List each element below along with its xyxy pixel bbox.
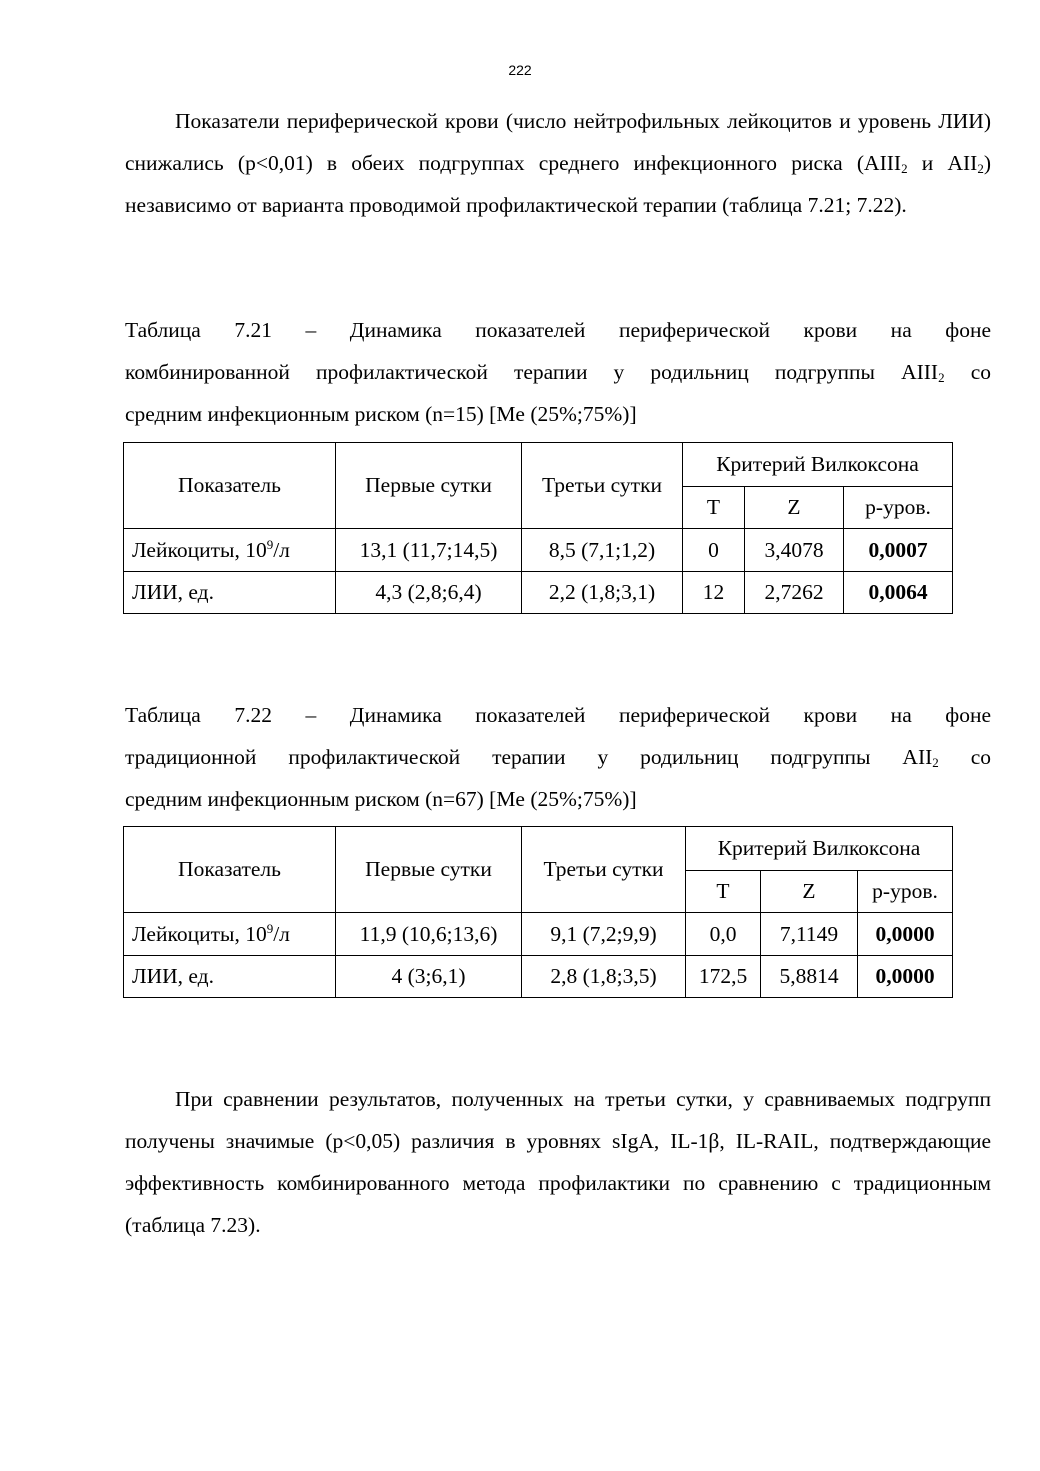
cell-z: 3,4078 bbox=[745, 529, 844, 572]
cell-day3: 8,5 (7,1;1,2) bbox=[522, 529, 683, 572]
cell-p: 0,0064 bbox=[844, 572, 953, 614]
table1-header-day1: Первые сутки bbox=[336, 443, 522, 529]
row-label-unit: /л bbox=[273, 921, 290, 946]
table1 bbox=[123, 442, 953, 614]
table2-caption-line2-end: со bbox=[938, 745, 991, 769]
intro-text-1: Показатели периферической крови (число нейтрофильных лейкоцитов и уровень ЛИИ) снижались (p<0,01) в обеих подгруппах среднего инфекционного риска (АIII bbox=[125, 109, 991, 175]
row-label: ЛИИ, ед. bbox=[124, 956, 336, 998]
table1-header-p: р-уров. bbox=[844, 487, 953, 529]
table-row bbox=[124, 529, 953, 572]
cell-day1: 4 (3;6,1) bbox=[336, 956, 522, 998]
table2-header-day1: Первые сутки bbox=[336, 827, 522, 913]
row-label: ЛИИ, ед. bbox=[124, 572, 336, 614]
cell-t: 172,5 bbox=[686, 956, 761, 998]
table1-header-wilcoxon: Критерий Вилкоксона bbox=[683, 443, 953, 487]
row-label-text: Лейкоциты, 10 bbox=[132, 921, 267, 946]
cell-day1: 4,3 (2,8;6,4) bbox=[336, 572, 522, 614]
table2-caption-subscript: 2 bbox=[932, 755, 939, 770]
table1-caption-subscript: 2 bbox=[938, 370, 945, 385]
table1-header-z: Z bbox=[745, 487, 844, 529]
table-row bbox=[124, 956, 953, 998]
cell-z: 2,7262 bbox=[745, 572, 844, 614]
cell-day1: 13,1 (11,7;14,5) bbox=[336, 529, 522, 572]
row-label-sup: 9 bbox=[266, 920, 274, 936]
table1-caption-line3: средним инфекционным риском (n=15) [Me (25%;75%)] bbox=[125, 402, 637, 426]
table-row bbox=[124, 572, 953, 614]
cell-t: 0 bbox=[683, 529, 745, 572]
intro-text-3: ) независимо от варианта проводимой профилактической терапии (таблица 7.21; 7.22). bbox=[125, 151, 991, 217]
table2-header-z: Z bbox=[761, 871, 858, 913]
intro-subscript-1: 2 bbox=[901, 161, 908, 176]
table1-header-indicator: Показатель bbox=[124, 443, 336, 529]
cell-z: 5,8814 bbox=[761, 956, 858, 998]
table2-caption-line3: средним инфекционным риском (n=67) [Me (25%;75%)] bbox=[125, 787, 637, 811]
table2-caption-line1: Таблица 7.22 – Динамика показателей периферической крови на фоне bbox=[125, 703, 991, 727]
row-label-unit: /л bbox=[273, 537, 290, 562]
table2-header-indicator: Показатель bbox=[124, 827, 336, 913]
table-row bbox=[124, 913, 953, 956]
intro-paragraph bbox=[125, 100, 991, 226]
cell-p: 0,0000 bbox=[858, 913, 953, 956]
page-number: 222 bbox=[508, 62, 532, 78]
cell-day3: 2,2 (1,8;3,1) bbox=[522, 572, 683, 614]
table2-caption bbox=[125, 694, 991, 820]
cell-t: 0,0 bbox=[686, 913, 761, 956]
table2 bbox=[123, 826, 953, 998]
intro-subscript-2: 2 bbox=[977, 161, 984, 176]
cell-t: 12 bbox=[683, 572, 745, 614]
cell-p: 0,0000 bbox=[858, 956, 953, 998]
intro-text-2: и АII bbox=[907, 151, 978, 175]
table1-header-day3: Третьи сутки bbox=[522, 443, 683, 529]
table1-caption-line2-text: комбинированной профилактической терапии у родильниц подгруппы АIII bbox=[125, 360, 939, 384]
table1-caption-line2 bbox=[125, 351, 991, 393]
cell-p: 0,0007 bbox=[844, 529, 953, 572]
table2-header-day3: Третьи сутки bbox=[522, 827, 686, 913]
row-label-sup: 9 bbox=[266, 536, 274, 552]
table1-caption-line2-end: со bbox=[944, 360, 991, 384]
table2-caption-line2-text: традиционной профилактической терапии у родильниц подгруппы АII bbox=[125, 745, 933, 769]
cell-z: 7,1149 bbox=[761, 913, 858, 956]
table1-caption-line1: Таблица 7.21 – Динамика показателей периферической крови на фоне bbox=[125, 318, 991, 342]
row-label bbox=[124, 913, 336, 956]
table2-header-t: T bbox=[686, 871, 761, 913]
table1-header-t: T bbox=[683, 487, 745, 529]
row-label bbox=[124, 529, 336, 572]
table1-caption bbox=[125, 309, 991, 435]
table2-header-p: р-уров. bbox=[858, 871, 953, 913]
table2-header-wilcoxon: Критерий Вилкоксона bbox=[686, 827, 953, 871]
cell-day1: 11,9 (10,6;13,6) bbox=[336, 913, 522, 956]
cell-day3: 9,1 (7,2;9,9) bbox=[522, 913, 686, 956]
cell-day3: 2,8 (1,8;3,5) bbox=[522, 956, 686, 998]
row-label-text: Лейкоциты, 10 bbox=[132, 537, 267, 562]
conclusion-paragraph: При сравнении результатов, полученных на третьи сутки, у сравниваемых подгрупп получены значимые (p<0,05) различия в уровнях sIgA, IL-1β, IL-RAIL, подтверждающие эффективность комбинированного метода профилактики по сравнению с традиционным (таблица 7.23). bbox=[125, 1087, 991, 1237]
table2-caption-line2 bbox=[125, 736, 991, 778]
